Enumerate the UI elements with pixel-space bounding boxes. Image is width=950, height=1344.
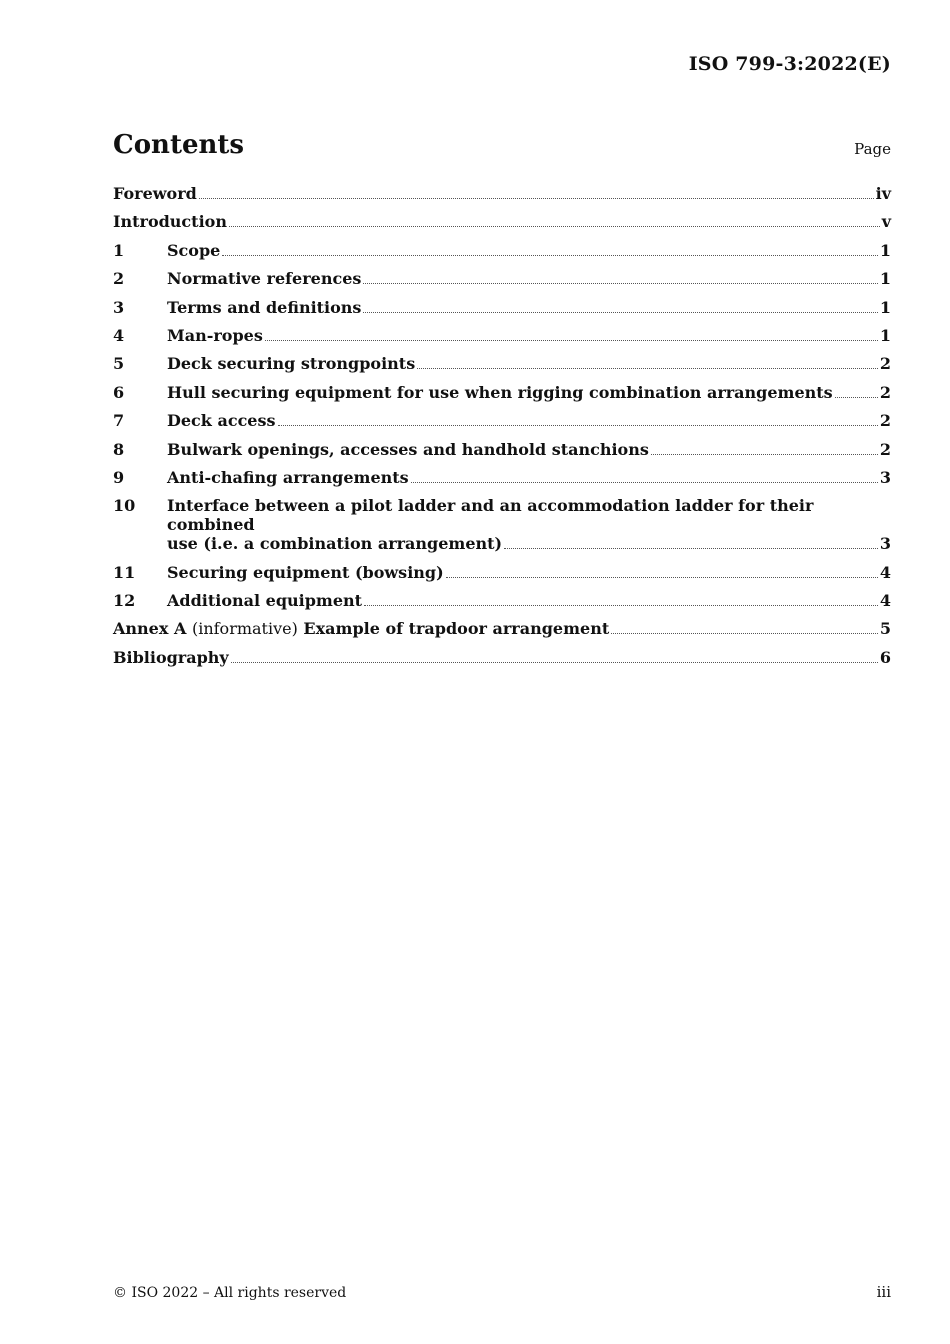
toc-page-number: 3 (879, 534, 891, 554)
toc-number: 5 (113, 354, 125, 374)
toc-entry-3[interactable] (113, 298, 891, 317)
toc-title: Hull securing equipment for use when rigging combination arrangements (167, 382, 833, 402)
toc-title: Anti-chafing arrangements (167, 467, 409, 487)
toc-page-number: 2 (879, 411, 891, 431)
toc-page-number: 1 (879, 269, 891, 289)
toc-page-number: 6 (879, 647, 891, 667)
toc-page-number: 3 (879, 467, 891, 487)
toc-page-number: 1 (879, 240, 891, 260)
toc-entry-annex-a[interactable] (113, 619, 891, 638)
dot-leader (278, 424, 878, 426)
toc-page-number: 4 (879, 591, 891, 611)
annex-label: Annex A (113, 619, 187, 639)
toc-title: Deck access (167, 411, 276, 431)
toc-entry-11[interactable] (113, 563, 891, 582)
toc-entry-9[interactable] (113, 468, 891, 487)
toc-title-line-1: Interface between a pilot ladder and an accommodation ladder for their combined (167, 496, 814, 535)
dot-leader (231, 661, 878, 663)
toc-entry-2[interactable] (113, 269, 891, 288)
toc-number: 7 (113, 411, 125, 431)
toc-number: 2 (113, 269, 125, 289)
toc-entry-10[interactable] (113, 496, 891, 553)
toc-page-number: 2 (879, 354, 891, 374)
dot-leader (364, 604, 878, 606)
dot-leader (363, 282, 877, 284)
annex-note: (informative) (191, 619, 298, 639)
toc-number: 4 (113, 325, 125, 345)
dot-leader (411, 481, 878, 483)
dot-leader (504, 547, 878, 549)
toc-page-number: iv (875, 184, 891, 203)
toc-page-number: 2 (879, 382, 891, 402)
toc-number: 3 (113, 297, 125, 317)
dot-leader (417, 367, 878, 369)
dot-leader (199, 197, 874, 199)
dot-leader (363, 311, 877, 313)
document-id: ISO 799-3:2022(E) (688, 53, 891, 75)
contents-heading: Contents (113, 130, 245, 160)
toc-page-number: 1 (879, 297, 891, 317)
toc-title: Bulwark openings, accesses and handhold stanchions (167, 439, 649, 459)
toc-title: Additional equipment (167, 591, 363, 611)
toc-entry-12[interactable] (113, 591, 891, 610)
toc-number: 1 (113, 240, 125, 260)
table-of-contents (113, 184, 891, 676)
page-column-label: Page (854, 140, 891, 158)
annex-title: Example of trapdoor arrangement (303, 619, 610, 639)
dot-leader (229, 225, 880, 227)
copyright-notice: © ISO 2022 – All rights reserved (113, 1285, 347, 1301)
toc-entry-bibliography[interactable] (113, 648, 891, 667)
toc-title: Deck securing strongpoints (167, 354, 416, 374)
toc-title: Scope (167, 240, 221, 260)
toc-title: Introduction (113, 212, 227, 232)
toc-title: Terms and definitions (167, 297, 362, 317)
toc-number: 10 (113, 496, 136, 516)
toc-title: Securing equipment (bowsing) (167, 562, 444, 582)
dot-leader (835, 396, 878, 398)
toc-page-number: 2 (879, 439, 891, 459)
toc-number: 8 (113, 439, 125, 459)
toc-title-line-2: use (i.e. a combination arrangement) (167, 534, 503, 554)
toc-number: 11 (113, 562, 136, 582)
toc-entry-5[interactable] (113, 354, 891, 373)
toc-page-number: 1 (879, 325, 891, 345)
toc-page-number: 4 (879, 562, 891, 582)
dot-leader (651, 453, 878, 455)
toc-entry-foreword[interactable] (113, 184, 891, 203)
dot-leader (611, 632, 878, 634)
toc-page-number: 5 (879, 619, 891, 639)
toc-number: 12 (113, 591, 136, 611)
toc-entry-1[interactable] (113, 241, 891, 260)
toc-entry-4[interactable] (113, 326, 891, 345)
toc-entry-introduction[interactable] (113, 212, 891, 231)
toc-title: Normative references (167, 269, 362, 289)
dot-leader (222, 254, 878, 256)
toc-page-number: v (881, 212, 891, 232)
toc-number: 9 (113, 467, 125, 487)
dot-leader (446, 576, 878, 578)
toc-entry-7[interactable] (113, 411, 891, 430)
dot-leader (265, 339, 878, 341)
page-number: iii (876, 1283, 891, 1301)
toc-title: Bibliography (113, 647, 229, 667)
toc-entry-6[interactable] (113, 383, 891, 402)
toc-title: Foreword (113, 184, 197, 203)
toc-title (113, 619, 609, 638)
toc-title: Man-ropes (167, 325, 263, 345)
toc-number: 6 (113, 382, 125, 402)
toc-entry-8[interactable] (113, 440, 891, 459)
